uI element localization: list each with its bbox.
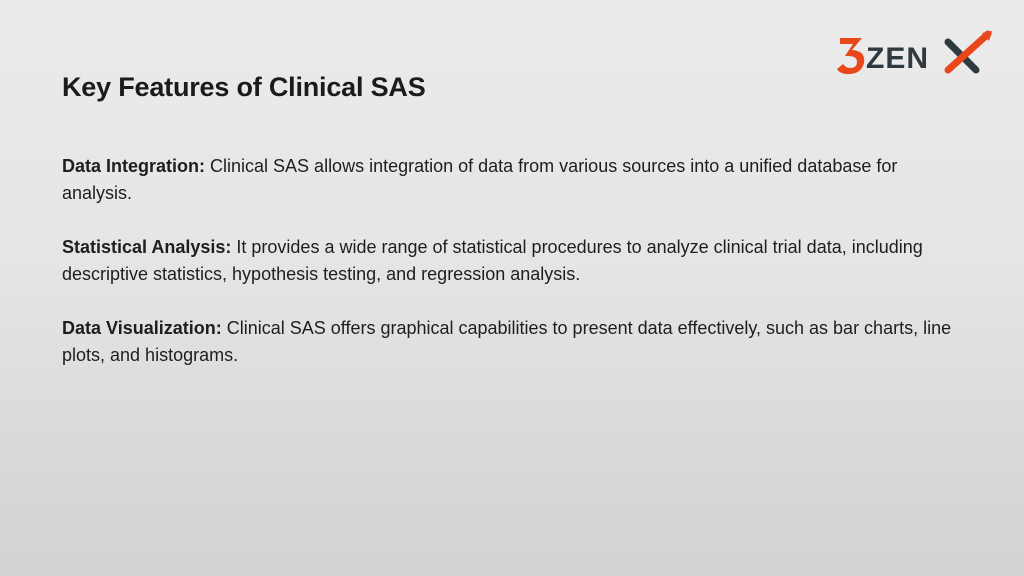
- feature-item-data-integration: [62, 153, 952, 207]
- svg-text:ZEN: ZEN: [866, 42, 929, 75]
- feature-term: Statistical Analysis:: [62, 237, 232, 257]
- brand-logo-graphic: [836, 28, 994, 78]
- feature-term: Data Integration:: [62, 156, 206, 176]
- feature-description: Clinical SAS allows integration of data from various sources into a unified database for analysis.: [62, 156, 898, 203]
- feature-description: It provides a wide range of statistical procedures to analyze clinical trial data, including descriptive statistics, hypothesis testing, and regression analysis.: [62, 237, 923, 284]
- feature-description: Clinical SAS offers graphical capabilities to present data effectively, such as bar charts, line plots, and histograms.: [62, 318, 952, 365]
- feature-term: Data Visualization:: [62, 318, 222, 338]
- feature-list: [62, 153, 952, 396]
- feature-item-data-visualization: [62, 315, 952, 369]
- feature-item-statistical-analysis: [62, 234, 952, 288]
- brand-logo: [836, 28, 994, 78]
- page-title: Key Features of Clinical SAS: [62, 72, 426, 102]
